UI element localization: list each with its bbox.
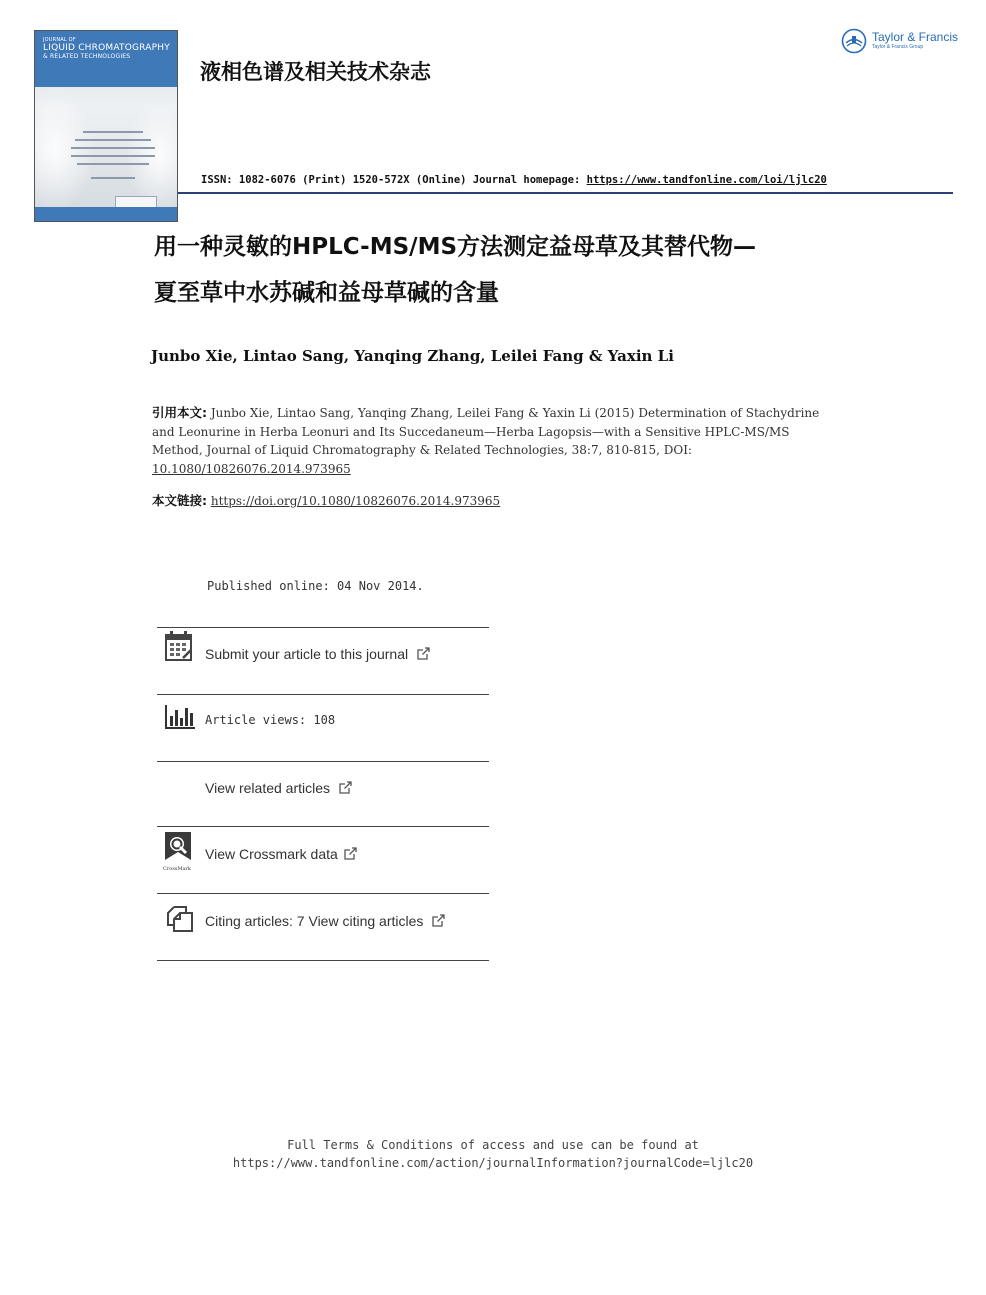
crossmark-icon-caption: CrossMark — [163, 866, 191, 872]
citation-authors-year: Junbo Xie, Lintao Sang, Yanqing Zhang, Leilei Fang & Yaxin Li (2015) — [210, 406, 635, 420]
view-related-articles-link[interactable] — [205, 780, 353, 796]
crossmark-logo-icon — [163, 830, 193, 864]
submit-article-link[interactable] — [205, 646, 431, 662]
citation-details: Determination of Stachydrine and Leonurine in Herba Leonuri and Its Succedaneum—Herba Lagopsis—with a Sensitive HPLC-MS/MS Method, Journal of Liquid Chromatography & Related Technologies, 38:7, 810-815, DOI: — [152, 406, 820, 457]
cover-journal-name — [43, 37, 173, 60]
issn-homepage-line — [201, 174, 827, 186]
publisher-logo[interactable] — [841, 28, 971, 58]
authors: Junbo Xie, Lintao Sang, Yanqing Zhang, Leilei Fang & Yaxin Li — [151, 347, 674, 365]
cover-name-line: & RELATED TECHNOLOGIES — [43, 53, 131, 60]
divider — [157, 694, 489, 695]
article-link-line — [152, 491, 500, 509]
cover-bottom-band — [35, 207, 177, 221]
publisher-logo-group: Taylor & Francis Group — [872, 44, 924, 50]
article-title-line: 用一种灵敏的HPLC-MS/MS方法测定益母草及其替代物— — [154, 234, 757, 260]
divider — [157, 893, 489, 894]
cover-text-line — [75, 139, 151, 141]
cover-name-line: JOURNAL OF — [43, 37, 76, 43]
crossmark-icon — [163, 830, 197, 872]
calendar-icon — [164, 630, 194, 662]
view-related-articles-label: View related articles — [205, 780, 331, 796]
bar-chart-icon — [164, 704, 196, 730]
header-divider — [178, 192, 953, 194]
citation-label-colon: : — [202, 405, 208, 420]
publisher-logo-name: Taylor & Francis — [872, 30, 959, 44]
article-doi-url[interactable]: https://doi.org/10.1080/10826076.2014.973965 — [210, 494, 501, 508]
submit-article-label: Submit your article to this journal — [205, 646, 409, 662]
cover-text-line — [71, 155, 155, 157]
journal-cover-image — [34, 30, 178, 222]
footer-terms-url[interactable]: https://www.tandfonline.com/action/journalInformation?journalCode=ljlc20 — [232, 1156, 754, 1170]
article-link-colon: : — [202, 493, 208, 508]
divider — [157, 761, 489, 762]
cover-text-line — [91, 177, 135, 179]
cover-name-line: LIQUID — [43, 43, 76, 53]
external-link-icon — [431, 913, 446, 928]
view-crossmark-link[interactable] — [205, 846, 358, 862]
issn-text: ISSN: 1082-6076 (Print) 1520-572X (Online) Journal homepage: — [201, 174, 581, 186]
journal-homepage-link[interactable]: https://www.tandfonline.com/loi/ljlc20 — [586, 174, 827, 186]
article-title — [154, 224, 874, 316]
citation-label: 引用本文 — [152, 405, 203, 420]
external-link-icon — [343, 846, 358, 861]
citing-documents-icon — [164, 905, 194, 933]
citation-doi-link[interactable]: 10.1080/10826076.2014.973965 — [152, 461, 351, 476]
citation-block — [152, 404, 832, 478]
cover-text-line — [83, 131, 143, 133]
article-link-label: 本文链接 — [152, 493, 203, 508]
cover-name-line: CHROMATOGRAPHY — [78, 43, 170, 53]
article-views: Article views: 108 — [205, 713, 336, 727]
published-date: Published online: 04 Nov 2014. — [207, 579, 424, 593]
footer — [0, 1136, 986, 1172]
journal-title: 液相色谱及相关技术杂志 — [200, 60, 431, 84]
footer-terms-text: Full Terms & Conditions of access and use can be found at — [287, 1138, 699, 1152]
article-title-line: 夏至草中水苏碱和益母草碱的含量 — [154, 280, 499, 306]
cover-decoration — [34, 91, 95, 211]
external-link-icon — [416, 646, 431, 661]
cover-text-line — [71, 147, 155, 149]
divider — [157, 826, 489, 827]
citing-articles-label: Citing articles: 7 View citing articles — [205, 913, 424, 929]
divider — [157, 960, 489, 961]
publisher-logo-mark-icon — [841, 28, 867, 54]
divider — [157, 627, 489, 628]
cover-text-line — [77, 163, 149, 165]
external-link-icon — [338, 780, 353, 795]
citing-articles-link[interactable] — [205, 913, 446, 929]
view-crossmark-label: View Crossmark data — [205, 846, 338, 862]
